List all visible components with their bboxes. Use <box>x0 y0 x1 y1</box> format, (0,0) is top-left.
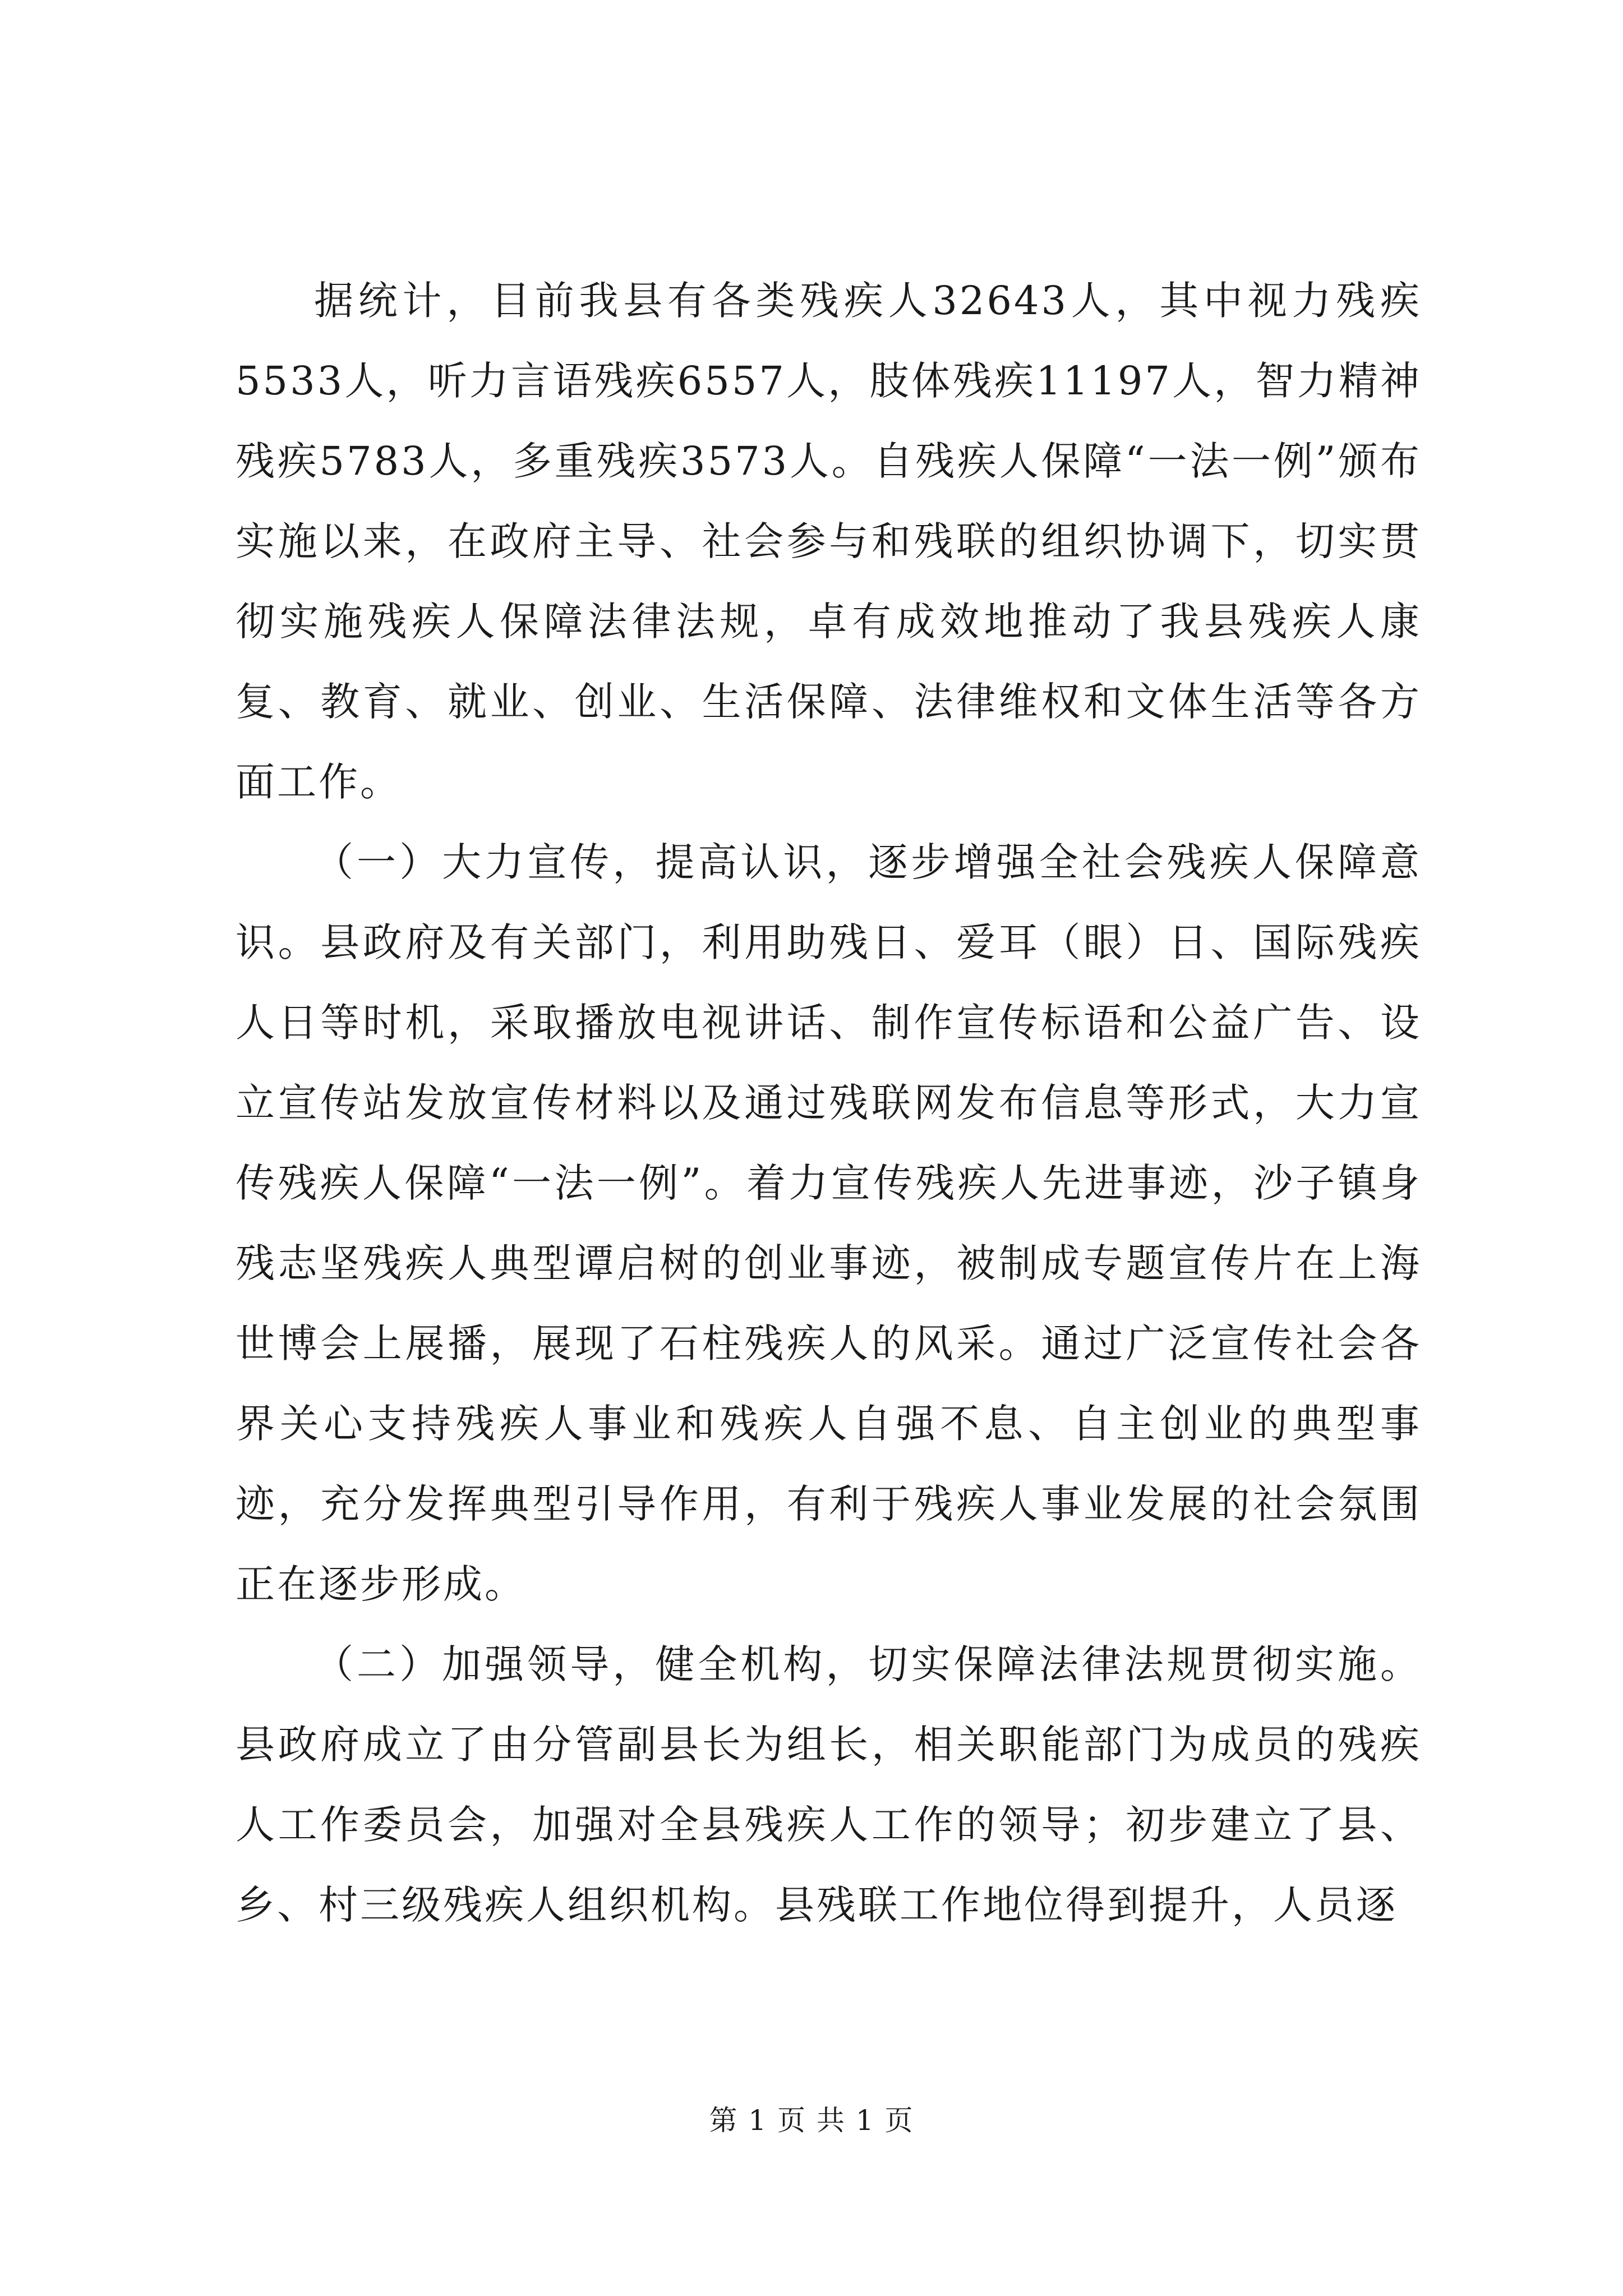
page-footer: 第 1 页 共 1 页 <box>709 2104 914 2137</box>
paragraph-publicity: （一）大力宣传，提高认识，逐步增强全社会残疾人保障意识。县政府及有关部门，利用助残日、爱耳（眼）日、国际残疾人日等时机，采取播放电视讲话、制作宣传标语和公益广告、设立宣传站发放宣传材料以及通过残联网发布信息等形式，大力宣传残疾人保障“一法一例”。着力宣传残疾人先进事迹，沙子镇身残志坚残疾人典型谭启树的创业事迹，被制成专题宣传片在上海世博会上展播，展现了石柱残疾人的风采。通过广泛宣传社会各界关心支持残疾人事业和残疾人自强不息、自主创业的典型事迹，充分发挥典型引导作用，有利于残疾人事业发展的社会氛围正在逐步形成。 <box>236 839 1422 1607</box>
paragraph-statistics: 据统计，目前我县有各类残疾人32643人，其中视力残疾5533人，听力言语残疾6557人，肢体残疾11197人，智力精神残疾5783人，多重残疾3573人。自残疾人保障“一法一例”颁布实施以来，在政府主导、社会参与和残联的组织协调下，切实贯彻实施残疾人保障法律法规，卓有成效地推动了我县残疾人康复、教育、就业、创业、生活保障、法律维权和文体生活等各方面工作。 <box>236 278 1422 805</box>
document-body <box>236 261 1422 1945</box>
paragraph-leadership: （二）加强领导，健全机构，切实保障法律法规贯彻实施。县政府成立了由分管副县长为组长，相关职能部门为成员的残疾人工作委员会，加强对全县残疾人工作的领导；初步建立了县、乡、村三级残疾人组织机构。县残联工作地位得到提升，人员逐 <box>236 1641 1422 1928</box>
